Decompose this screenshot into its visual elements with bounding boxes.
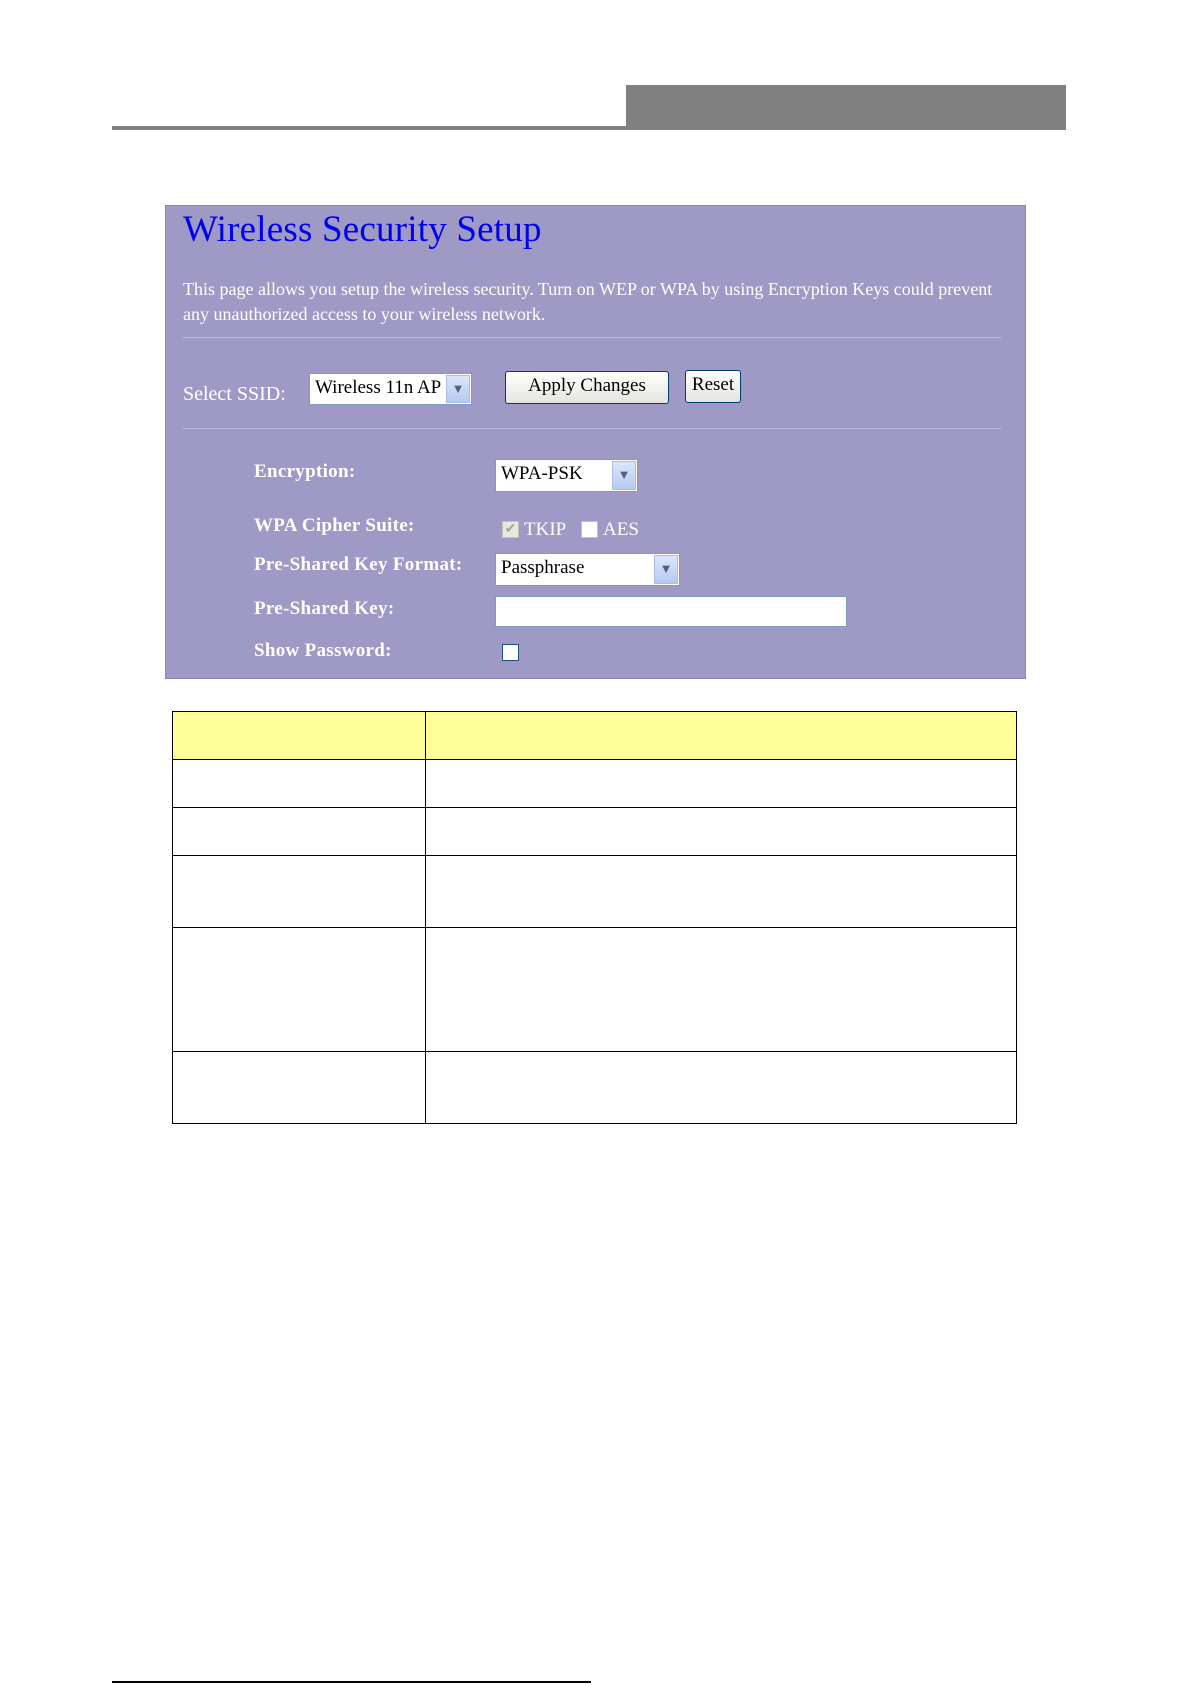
encryption-select-value: WPA-PSK bbox=[501, 463, 583, 484]
table-header-cell bbox=[173, 712, 426, 760]
header-rule bbox=[112, 126, 626, 130]
table-row bbox=[173, 1052, 1017, 1124]
key-format-select-value: Passphrase bbox=[501, 557, 585, 578]
table-row bbox=[173, 760, 1017, 808]
table-cell bbox=[426, 856, 1017, 928]
aes-label: AES bbox=[603, 519, 639, 540]
pre-shared-key-label: Pre-Shared Key: bbox=[254, 598, 395, 619]
page-description: This page allows you setup the wireless security. Turn on WEP or WPA by using Encryption Keys could prevent any unauthorized access to your wireless network. bbox=[183, 279, 993, 324]
chevron-down-icon[interactable]: ▼ bbox=[612, 461, 636, 490]
aes-checkbox[interactable] bbox=[581, 521, 598, 538]
page-title: Wireless Security Setup bbox=[183, 209, 542, 250]
tkip-checkbox[interactable] bbox=[502, 521, 519, 538]
table-header-row bbox=[173, 712, 1017, 760]
table-cell bbox=[173, 928, 426, 1052]
key-format-label: Pre-Shared Key Format: bbox=[254, 554, 463, 575]
chevron-down-icon[interactable]: ▼ bbox=[446, 375, 470, 403]
key-format-select[interactable] bbox=[495, 553, 680, 586]
divider bbox=[183, 428, 1001, 429]
description-table bbox=[172, 711, 1017, 1124]
check-icon: ✔ bbox=[504, 522, 517, 537]
table-cell bbox=[173, 760, 426, 808]
header-bar bbox=[626, 85, 1066, 130]
cipher-suite-label: WPA Cipher Suite: bbox=[254, 515, 415, 536]
reset-button[interactable]: Reset bbox=[685, 370, 741, 403]
table-cell bbox=[173, 808, 426, 856]
chevron-down-icon[interactable]: ▼ bbox=[654, 555, 678, 584]
table-header-cell bbox=[426, 712, 1017, 760]
table-cell bbox=[426, 1052, 1017, 1124]
table-cell bbox=[426, 928, 1017, 1052]
table-row bbox=[173, 856, 1017, 928]
ssid-select[interactable] bbox=[309, 373, 472, 405]
table-cell bbox=[173, 856, 426, 928]
ssid-select-value: Wireless 11n AP bbox=[315, 377, 442, 398]
divider bbox=[183, 337, 1001, 338]
wireless-security-panel bbox=[165, 205, 1026, 679]
encryption-select[interactable] bbox=[495, 459, 638, 492]
encryption-label: Encryption: bbox=[254, 461, 356, 482]
table-cell bbox=[426, 760, 1017, 808]
apply-changes-button[interactable]: Apply Changes bbox=[505, 371, 669, 404]
table-row bbox=[173, 808, 1017, 856]
footnote-rule bbox=[112, 1681, 591, 1683]
pre-shared-key-input[interactable] bbox=[495, 596, 847, 627]
table-cell bbox=[426, 808, 1017, 856]
tkip-label: TKIP bbox=[524, 519, 567, 540]
select-ssid-label: Select SSID: bbox=[183, 383, 286, 405]
show-password-checkbox[interactable] bbox=[502, 644, 519, 661]
show-password-label: Show Password: bbox=[254, 640, 392, 661]
table-row bbox=[173, 928, 1017, 1052]
table-cell bbox=[173, 1052, 426, 1124]
